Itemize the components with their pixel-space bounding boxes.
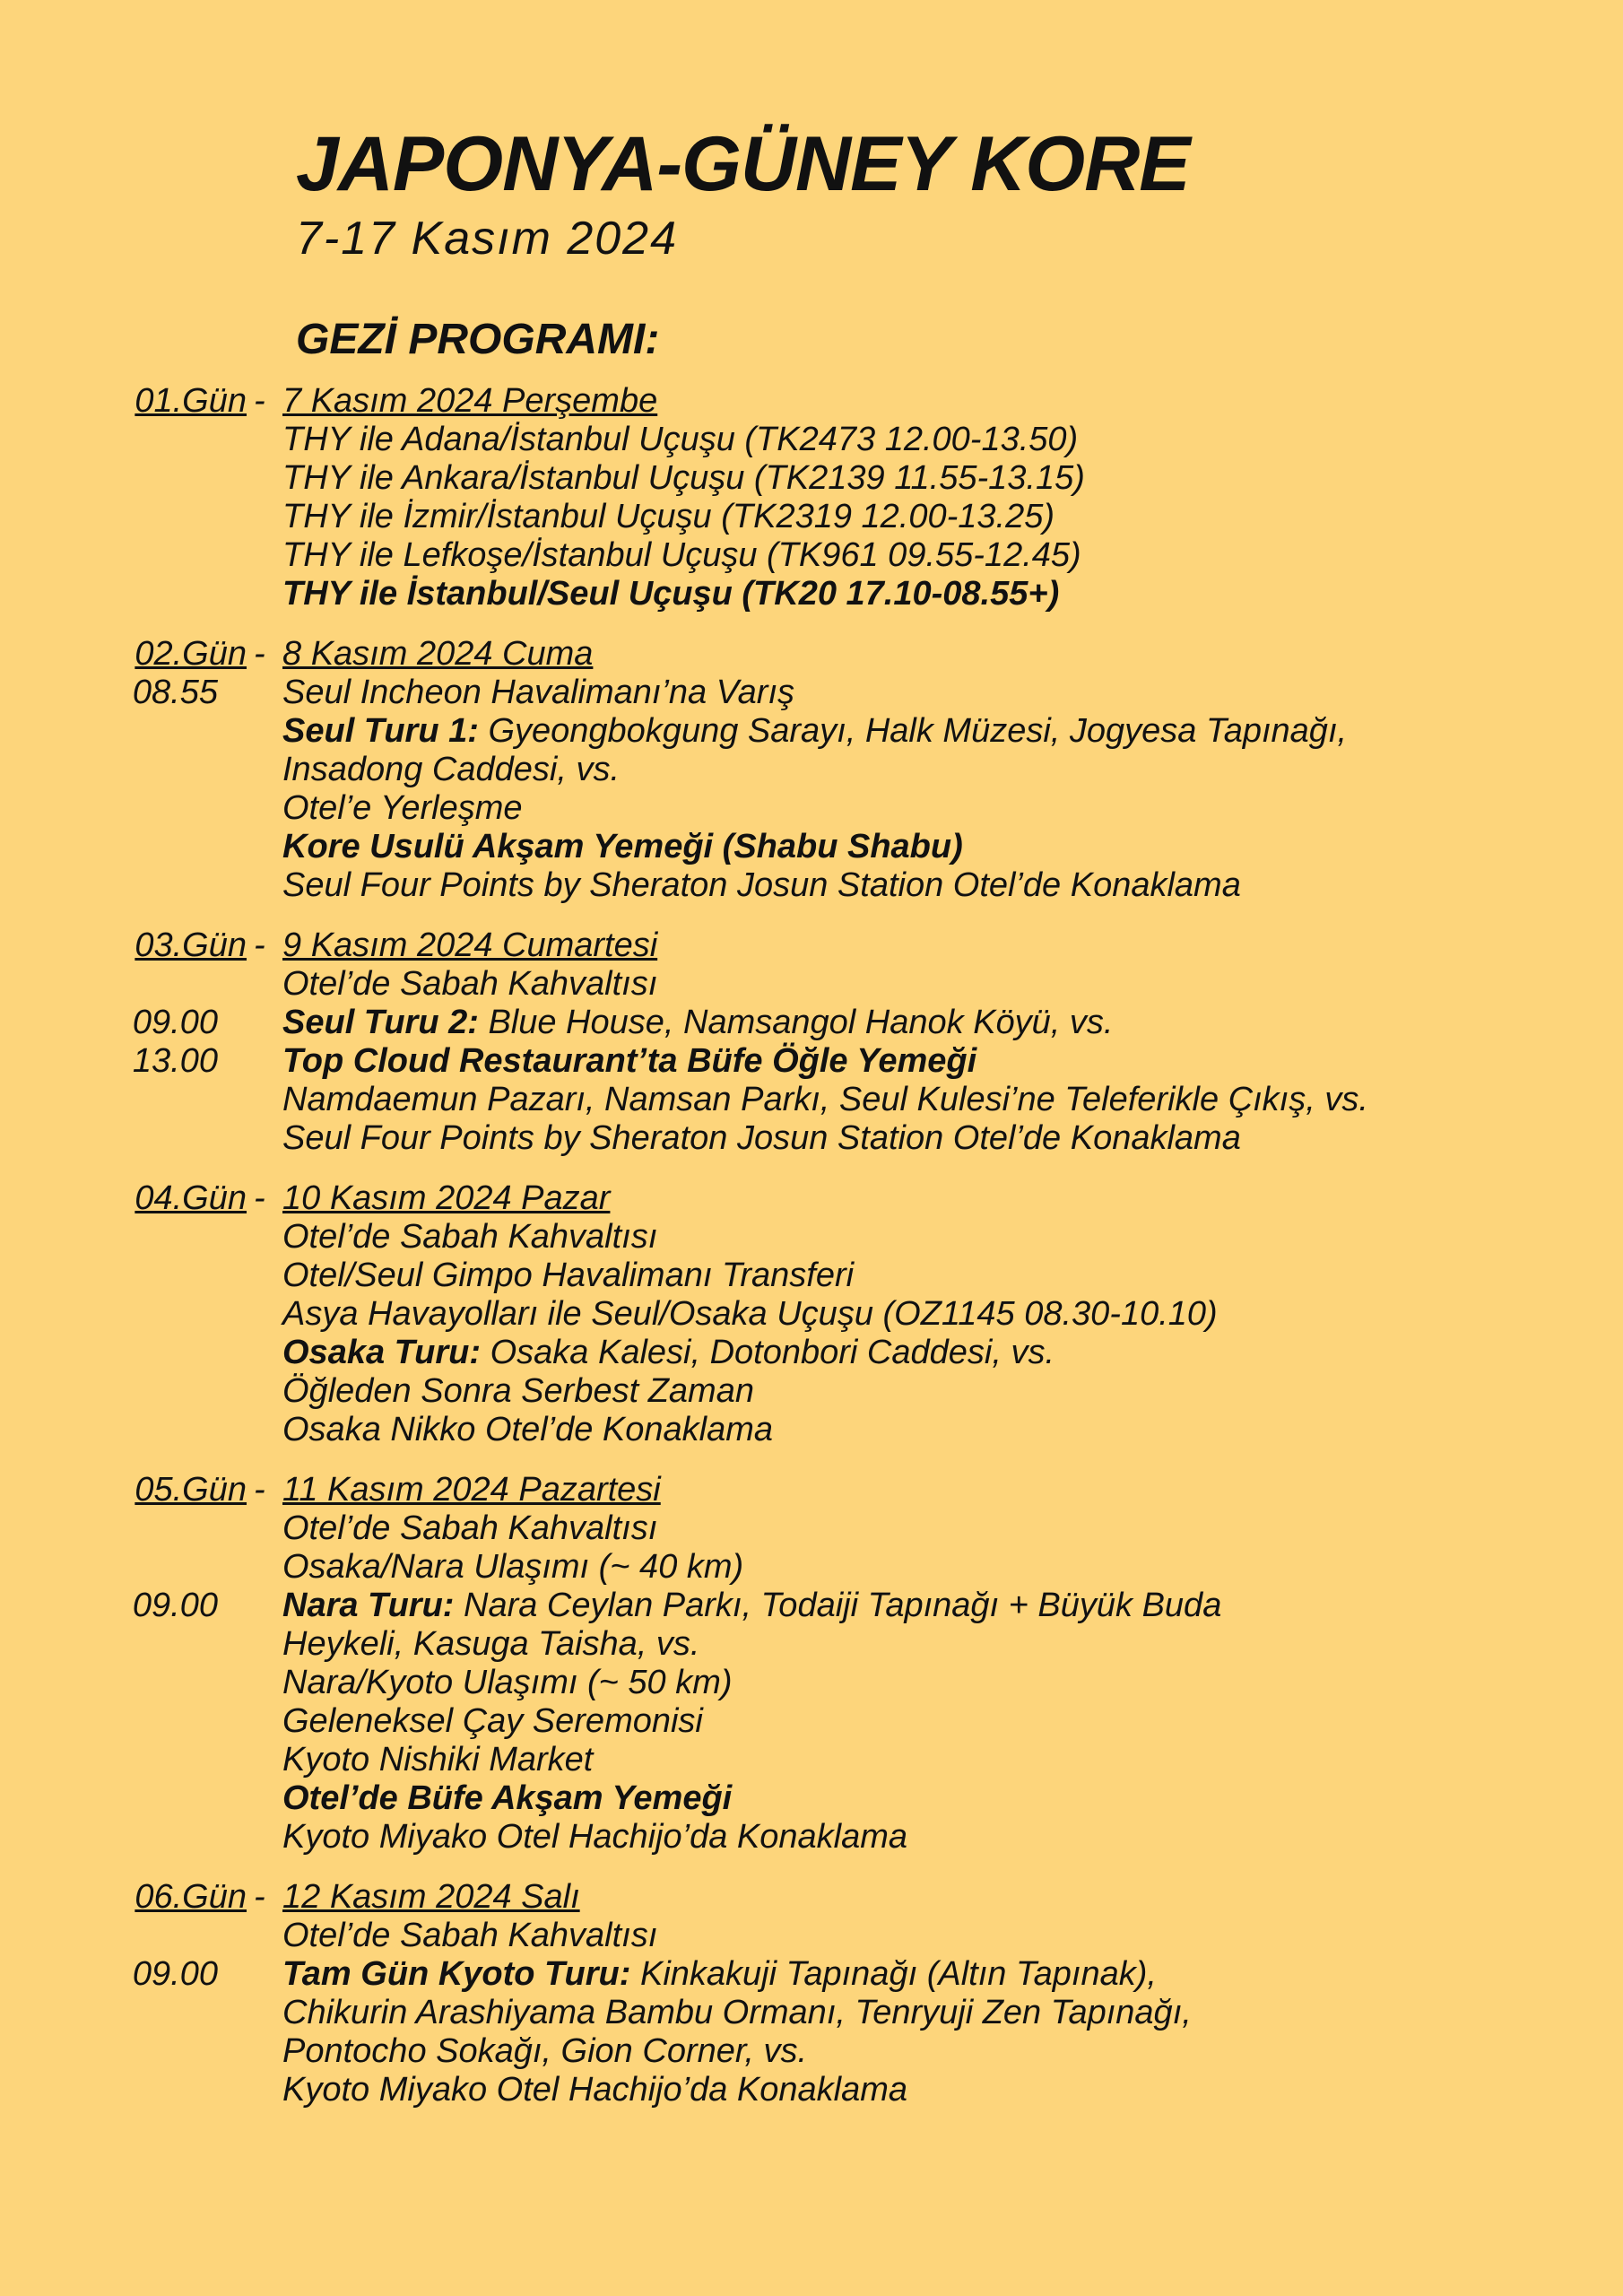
line-text: Kyoto Nishiki Market (282, 1741, 594, 1779)
line-time (0, 1917, 256, 1955)
line-time (0, 751, 256, 789)
line-time (0, 1218, 256, 1257)
line-text-cell (282, 498, 1623, 536)
itinerary-line (0, 1917, 1623, 1955)
line-text: Öğleden Sonra Serbest Zaman (282, 1372, 754, 1410)
day-header (0, 926, 1623, 965)
line-text: Otel/Seul Gimpo Havalimanı Transferi (282, 1257, 855, 1294)
line-time (0, 1548, 256, 1587)
line-spacer (254, 1509, 282, 1548)
day-block (0, 1179, 1623, 1449)
line-text-cell (282, 1295, 1623, 1334)
line-time (0, 1334, 256, 1372)
line-text: Seul Four Points by Sheraton Josun Station Otel’de Konaklama (282, 1119, 1241, 1157)
day-date-cell (282, 926, 1623, 965)
line-text: THY ile Adana/İstanbul Uçuşu (TK2473 12.00-13.50) (282, 421, 1079, 458)
line-time (0, 1257, 256, 1295)
day-separator: - (254, 635, 265, 673)
day-date-cell (282, 382, 1623, 421)
line-text: Top Cloud Restaurant’ta Büfe Öğle Yemeği (282, 1042, 977, 1080)
day-separator: - (254, 1179, 265, 1217)
line-time: 09.00 (132, 1004, 218, 1041)
itinerary-days (0, 382, 1623, 2131)
line-text: Osaka Nikko Otel’de Konaklama (282, 1411, 774, 1448)
itinerary-line (0, 1119, 1623, 1158)
line-text-cell (282, 1081, 1623, 1119)
line-lead: Tam Gün Kyoto Turu: (282, 1955, 631, 1993)
itinerary-line (0, 1004, 1623, 1042)
line-text: Insadong Caddesi, vs. (282, 751, 621, 788)
itinerary-line (0, 1218, 1623, 1257)
line-text: Nara/Kyoto Ulaşımı (~ 50 km) (282, 1664, 733, 1701)
line-spacer (254, 674, 282, 712)
line-spacer (254, 965, 282, 1004)
itinerary-line (0, 1081, 1623, 1119)
line-lead: Seul Turu 2: (282, 1004, 479, 1041)
line-spacer (254, 1917, 282, 1955)
line-text: Namdaemun Pazarı, Namsan Parkı, Seul Kulesi’ne Teleferikle Çıkış, vs. (282, 1081, 1368, 1118)
itinerary-line (0, 1994, 1623, 2032)
line-spacer (254, 1741, 282, 1779)
day-date: 12 Kasım 2024 Salı (282, 1878, 580, 1916)
day-label: 03.Gün (135, 926, 247, 964)
itinerary-line (0, 828, 1623, 866)
line-text: Otel’e Yerleşme (282, 789, 523, 827)
line-spacer (254, 1702, 282, 1741)
line-text-cell (282, 965, 1623, 1004)
line-time (0, 1994, 256, 2032)
line-spacer (254, 1372, 282, 1411)
line-text-cell (282, 1994, 1623, 2032)
day-date: 9 Kasım 2024 Cumartesi (282, 926, 658, 964)
day-date-cell (282, 1878, 1623, 1917)
itinerary-line (0, 421, 1623, 459)
line-spacer (254, 536, 282, 575)
line-spacer (254, 1119, 282, 1158)
itinerary-line (0, 1955, 1623, 1994)
itinerary-line (0, 1257, 1623, 1295)
line-text-cell (282, 1548, 1623, 1587)
itinerary-line (0, 1741, 1623, 1779)
day-label-cell (0, 926, 256, 965)
line-time (0, 1119, 256, 1158)
itinerary-line (0, 1548, 1623, 1587)
day-label: 02.Gün (135, 635, 247, 673)
line-lead: Osaka Turu: (282, 1334, 482, 1371)
line-text-cell (282, 1334, 1623, 1372)
line-spacer (254, 1994, 282, 2032)
line-text-cell (282, 1955, 1623, 1994)
line-spacer (254, 712, 282, 751)
line-spacer (254, 1955, 282, 1994)
line-text: Otel’de Büfe Akşam Yemeği (282, 1779, 733, 1817)
line-spacer (254, 575, 282, 613)
line-text: Osaka/Nara Ulaşımı (~ 40 km) (282, 1548, 744, 1586)
itinerary-line (0, 965, 1623, 1004)
day-label-cell (0, 1878, 256, 1917)
line-text: Kore Usulü Akşam Yemeği (Shabu Shabu) (282, 828, 963, 865)
line-text-cell (282, 575, 1623, 613)
line-time (0, 828, 256, 866)
line-spacer (254, 1411, 282, 1449)
line-spacer (254, 1779, 282, 1818)
line-spacer (254, 751, 282, 789)
itinerary-line (0, 1372, 1623, 1411)
line-time (0, 1509, 256, 1548)
itinerary-line (0, 498, 1623, 536)
day-date: 7 Kasım 2024 Perşembe (282, 382, 658, 420)
day-block (0, 1878, 1623, 2109)
itinerary-line (0, 1664, 1623, 1702)
line-spacer (254, 789, 282, 828)
line-time (0, 1625, 256, 1664)
line-text-cell (282, 1004, 1623, 1042)
line-text-cell (282, 1411, 1623, 1449)
line-text-cell (282, 828, 1623, 866)
line-text-cell (282, 1509, 1623, 1548)
line-time (0, 1702, 256, 1741)
itinerary-line (0, 459, 1623, 498)
day-label: 01.Gün (135, 382, 247, 420)
line-time (0, 1081, 256, 1119)
line-spacer (254, 1334, 282, 1372)
line-text: Otel’de Sabah Kahvaltısı (282, 1917, 658, 1954)
line-time (0, 1411, 256, 1449)
line-text-cell (282, 1257, 1623, 1295)
line-time (0, 1664, 256, 1702)
line-spacer (254, 1257, 282, 1295)
day-label-cell (0, 1179, 256, 1218)
line-text-cell (282, 1917, 1623, 1955)
line-time (0, 1779, 256, 1818)
line-time (0, 1295, 256, 1334)
line-spacer (254, 498, 282, 536)
line-spacer (254, 1004, 282, 1042)
line-time (0, 1372, 256, 1411)
line-text: Nara Ceylan Parkı, Todaiji Tapınağı + Büyük Buda (454, 1587, 1222, 1624)
line-time: 09.00 (132, 1587, 218, 1624)
day-separator: - (254, 1878, 265, 1916)
line-spacer (254, 1818, 282, 1857)
itinerary-line (0, 2032, 1623, 2071)
day-label-cell (0, 1471, 256, 1509)
line-spacer (254, 1625, 282, 1664)
line-text-cell (282, 712, 1623, 751)
line-text-cell (282, 459, 1623, 498)
line-text: Otel’de Sabah Kahvaltısı (282, 965, 658, 1003)
day-separator: - (254, 382, 265, 420)
day-header (0, 382, 1623, 421)
day-label: 04.Gün (135, 1179, 247, 1217)
line-spacer (254, 2071, 282, 2109)
line-text-cell (282, 751, 1623, 789)
line-time (0, 1818, 256, 1857)
itinerary-line (0, 575, 1623, 613)
day-block (0, 382, 1623, 613)
line-spacer (254, 1042, 282, 1081)
line-text-cell (282, 1042, 1623, 1081)
line-text: Seul Four Points by Sheraton Josun Station Otel’de Konaklama (282, 866, 1241, 904)
itinerary-line (0, 1625, 1623, 1664)
line-time (0, 2032, 256, 2071)
day-block (0, 1471, 1623, 1857)
itinerary-line (0, 2071, 1623, 2109)
line-time (0, 866, 256, 905)
line-time (0, 575, 256, 613)
itinerary-line (0, 536, 1623, 575)
day-label-cell (0, 635, 256, 674)
line-text: THY ile İzmir/İstanbul Uçuşu (TK2319 12.00-13.25) (282, 498, 1055, 535)
line-lead: Nara Turu: (282, 1587, 455, 1624)
day-block (0, 635, 1623, 905)
line-spacer (254, 1081, 282, 1119)
line-time (0, 712, 256, 751)
day-label: 06.Gün (135, 1878, 247, 1916)
day-date-cell (282, 1179, 1623, 1218)
itinerary-line (0, 789, 1623, 828)
line-spacer (254, 1664, 282, 1702)
itinerary-line (0, 1587, 1623, 1625)
day-label-cell (0, 382, 256, 421)
line-time: 13.00 (132, 1042, 218, 1080)
line-time (0, 1741, 256, 1779)
line-time: 08.55 (132, 674, 218, 711)
line-text-cell (282, 1741, 1623, 1779)
line-text: Blue House, Namsangol Hanok Köyü, vs. (478, 1004, 1114, 1041)
line-spacer (254, 2032, 282, 2071)
line-spacer (254, 421, 282, 459)
line-text-cell (282, 674, 1623, 712)
line-time (0, 421, 256, 459)
line-text: THY ile Lefkoşe/İstanbul Uçuşu (TK961 09.55-12.45) (282, 536, 1081, 574)
line-spacer (254, 1218, 282, 1257)
itinerary-line (0, 1509, 1623, 1548)
line-time: 09.00 (132, 1955, 218, 1993)
page-title: JAPONYA-GÜNEY KORE (296, 121, 1190, 207)
line-text-cell (282, 1119, 1623, 1158)
day-label: 05.Gün (135, 1471, 247, 1509)
line-text-cell (282, 536, 1623, 575)
line-text: Geleneksel Çay Seremonisi (282, 1702, 703, 1740)
itinerary-line (0, 1334, 1623, 1372)
line-time (0, 536, 256, 575)
day-date-cell (282, 635, 1623, 674)
line-text: Kyoto Miyako Otel Hachijo’da Konaklama (282, 2071, 908, 2109)
line-text: Pontocho Sokağı, Gion Corner, vs. (282, 2032, 808, 2070)
line-text: THY ile İstanbul/Seul Uçuşu (TK20 17.10-08.55+) (282, 575, 1060, 613)
line-text: Seul Incheon Havalimanı’na Varış (282, 674, 795, 711)
line-text-cell (282, 789, 1623, 828)
itinerary-line (0, 1779, 1623, 1818)
line-text-cell (282, 1818, 1623, 1857)
itinerary-line (0, 1818, 1623, 1857)
line-text-cell (282, 1372, 1623, 1411)
day-header (0, 1471, 1623, 1509)
line-text: Otel’de Sabah Kahvaltısı (282, 1218, 658, 1256)
line-text-cell (282, 1625, 1623, 1664)
line-spacer (254, 866, 282, 905)
itinerary-line (0, 1295, 1623, 1334)
line-spacer (254, 828, 282, 866)
line-text-cell (282, 1702, 1623, 1741)
line-spacer (254, 1548, 282, 1587)
day-header (0, 1179, 1623, 1218)
line-text-cell (282, 866, 1623, 905)
line-spacer (254, 459, 282, 498)
line-text-cell (282, 1664, 1623, 1702)
day-date: 10 Kasım 2024 Pazar (282, 1179, 611, 1217)
line-time (0, 965, 256, 1004)
line-text: Otel’de Sabah Kahvaltısı (282, 1509, 658, 1547)
line-spacer (254, 1587, 282, 1625)
itinerary-line (0, 1411, 1623, 1449)
line-text: Osaka Kalesi, Dotonbori Caddesi, vs. (481, 1334, 1055, 1371)
line-time (0, 2071, 256, 2109)
line-spacer (254, 1295, 282, 1334)
line-text-cell (282, 421, 1623, 459)
day-date: 8 Kasım 2024 Cuma (282, 635, 594, 673)
day-date-cell (282, 1471, 1623, 1509)
program-heading: GEZİ PROGRAMI: (296, 316, 660, 363)
line-text-cell (282, 2032, 1623, 2071)
day-separator: - (254, 926, 265, 964)
line-text: Kyoto Miyako Otel Hachijo’da Konaklama (282, 1818, 908, 1856)
day-header (0, 635, 1623, 674)
line-text-cell (282, 2071, 1623, 2109)
day-separator: - (254, 1471, 265, 1509)
itinerary-line (0, 751, 1623, 789)
line-text-cell (282, 1587, 1623, 1625)
line-text: Chikurin Arashiyama Bambu Ormanı, Tenryuji Zen Tapınağı, (282, 1994, 1192, 2031)
line-lead: Seul Turu 1: (282, 712, 479, 750)
day-header (0, 1878, 1623, 1917)
line-text-cell (282, 1779, 1623, 1818)
day-date: 11 Kasım 2024 Pazartesi (282, 1471, 661, 1509)
line-text: Kinkakuji Tapınağı (Altın Tapınak), (630, 1955, 1157, 1993)
itinerary-line (0, 712, 1623, 751)
itinerary-line (0, 1042, 1623, 1081)
line-text: THY ile Ankara/İstanbul Uçuşu (TK2139 11.55-13.15) (282, 459, 1085, 497)
line-text: Heykeli, Kasuga Taisha, vs. (282, 1625, 700, 1663)
line-text: Gyeongbokgung Sarayı, Halk Müzesi, Jogyesa Tapınağı, (478, 712, 1348, 750)
line-text-cell (282, 1218, 1623, 1257)
itinerary-line (0, 866, 1623, 905)
trip-dates: 7-17 Kasım 2024 (296, 213, 679, 265)
day-block (0, 926, 1623, 1158)
line-text: Asya Havayolları ile Seul/Osaka Uçuşu (OZ1145 08.30-10.10) (282, 1295, 1218, 1333)
itinerary-line (0, 674, 1623, 712)
itinerary-line (0, 1702, 1623, 1741)
line-time (0, 498, 256, 536)
line-time (0, 789, 256, 828)
line-time (0, 459, 256, 498)
